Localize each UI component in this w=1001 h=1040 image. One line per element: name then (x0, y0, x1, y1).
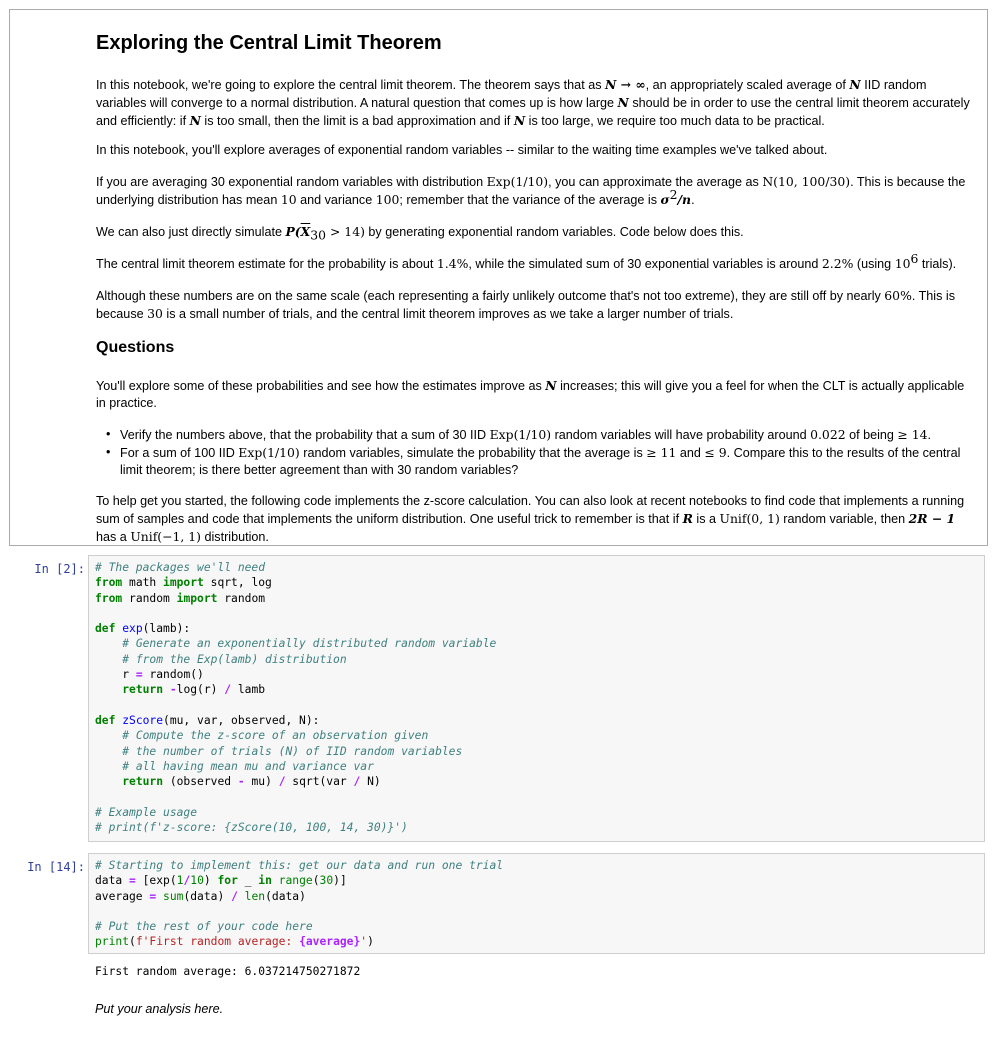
cell-prompt-14: In [14]: (27, 860, 85, 874)
code-cell-1[interactable]: # The packages we'll need from math import sqrt, log from random import random def exp(lamb): # Generate an exponentially distributed random variable # from the Exp(lamb) distribution r = random() return -log(r) / lamb def zScore(mu, var, observed, N): # Compute the z-score of an observation given # the number of trials (N) of IID random variables # all having mean mu and variance var return (observed - mu) / sqrt(var / N) # Example usage # print(f'z-score: {zScore(10, 100, 14, 30)}') (88, 555, 985, 842)
approximation-paragraph: If you are averaging 30 exponential random variables with distribution Exp(1/10), you can approximate the average as N(10, 100/30). This is because the underlying distribution has mean 10 and variance 100; remember that the variance of the average is $\sigma^2/n$. (96, 174, 966, 207)
getting-started-paragraph: To help get you started, the following code implements the z-score calculation. You can also look at recent notebooks to find code that implements a running sum of samples and code that implements the uniform distribution. One useful trick to remember is that if R is a Unif(0, 1) random variable, then 2R − 1 has a Unif(−1, 1) distribution. (96, 494, 965, 544)
comparison-paragraph: Although these numbers are on the same scale (each representing a fairly unlikely outcome that's not too extreme), they are still off by nearly 60%. This is because 30 is a small number of trials, and the central limit theorem improves as we take a larger number of trials. (96, 288, 955, 321)
analysis-text[interactable]: Put your analysis here. (95, 1002, 224, 1016)
cell-prompt-2: In [2]: (34, 562, 85, 576)
questions-intro: You'll explore some of these probabilities and see how the estimates improve as N increases; this will give you a feel for when the CLT is actually applicable in practice. (96, 378, 965, 410)
markdown-cell[interactable] (9, 9, 988, 546)
questions-list (96, 426, 976, 479)
code-cell-2[interactable]: # Starting to implement this: get our data and run one trial data = [exp(1/10) for _ in range(30)] average = sum(data) / len(data) # Put the rest of your code here print(f'First random average: {average}') (88, 853, 985, 954)
question-item-1: • Verify the numbers above, that the probability that a sum of 30 IID Exp(1/10) random variables will have probability around 0.022 of being ≥ 14. (96, 426, 976, 444)
estimate-paragraph: The central limit theorem estimate for the probability is about 1.4%, while the simulated sum of 30 exponential variables is around 2.2% (using $10^6$ trials). (96, 250, 957, 271)
question-item-2: • For a sum of 100 IID Exp(1/10) random variables, simulate the probability that the average is ≥ 11 and ≤ 9. Compare this to the results of the central limit theorem; is there better agreement than with 30 random variables? (96, 444, 976, 479)
simulate-paragraph: We can also just directly simulate $P(\overline{X}_{30} > 14)$ by generating exponential random variables. Code below does this. (96, 224, 744, 243)
cell-output: First random average: 6.037214750271872 (95, 965, 361, 978)
questions-heading: Questions (96, 339, 175, 356)
intro-paragraph: In this notebook, we're going to explore the central limit theorem. The theorem says that as N → ∞, an appropriately scaled average of N IID random variables will converge to a normal distribution. A natural question that comes up is how large N should be in order to use the central limit theorem accurately and efficiently: if N is too small, then the limit is a bad approximation and if N is too large, we require too much data to be practical. (96, 77, 970, 128)
exponential-paragraph: In this notebook, you'll explore averages of exponential random variables -- similar to the waiting time examples we've talked about. (96, 143, 828, 157)
page-title: Exploring the Central Limit Theorem (96, 32, 442, 54)
